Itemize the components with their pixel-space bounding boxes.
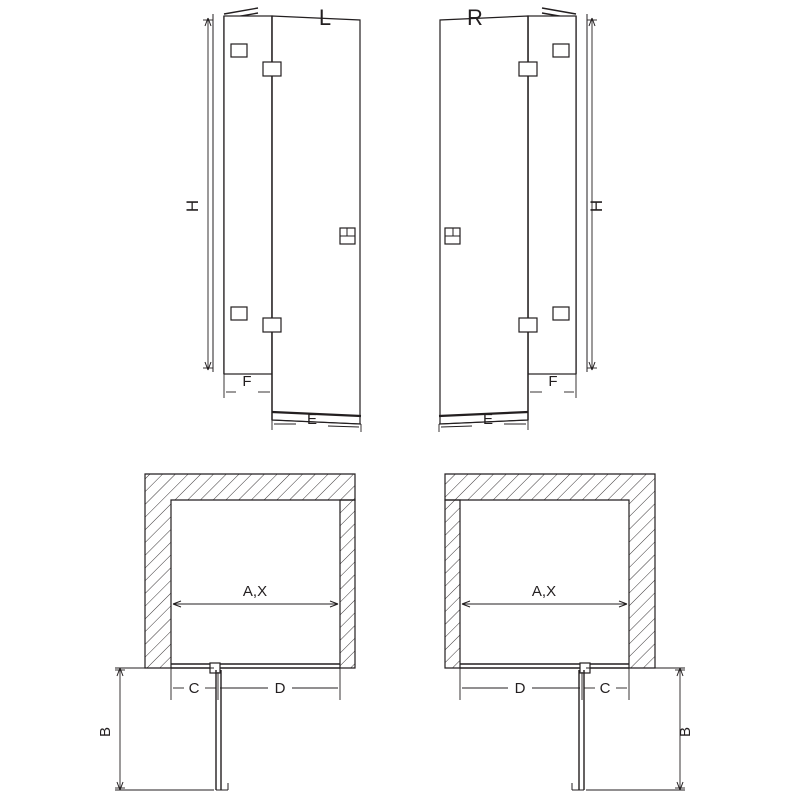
- elevation-left-view: [183, 5, 361, 432]
- right-door-knob: [445, 228, 460, 244]
- plan-right-depth-label: B: [677, 726, 694, 738]
- plan-left-view: [97, 474, 355, 790]
- plan-right-wall-hatch-left: [445, 500, 460, 668]
- plan-right-view: [445, 474, 694, 790]
- left-hinge-top-wall: [231, 44, 247, 57]
- plan-right-d-label: D: [514, 680, 526, 697]
- left-height-label: H: [183, 199, 202, 213]
- plan-left-wall-hatch-right: [340, 500, 355, 668]
- plan-right-c-label: C: [599, 680, 611, 697]
- left-f-label: F: [242, 373, 252, 390]
- elevation-right-view: [439, 5, 606, 432]
- left-top-rail: [224, 8, 258, 14]
- version-label-left: L: [318, 5, 332, 30]
- right-hinge-bottom-door: [519, 318, 537, 332]
- plan-left-overall-dimension: [173, 601, 338, 607]
- left-e-label: E: [306, 411, 318, 428]
- right-top-rail: [542, 8, 576, 14]
- plan-left-c-label: C: [188, 680, 200, 697]
- plan-left-d-label: D: [274, 680, 286, 697]
- plan-left-wall-hatch: [145, 474, 355, 668]
- left-hinge-bottom-wall: [231, 307, 247, 320]
- right-height-label: H: [587, 199, 606, 213]
- right-e-label: E: [482, 411, 494, 428]
- right-door-panel: [440, 16, 528, 424]
- plan-left-depth-label: B: [97, 726, 114, 738]
- left-door-panel: [272, 16, 360, 424]
- plan-right-overall-dimension: [462, 601, 627, 607]
- left-height-dimension: [203, 18, 213, 370]
- right-hinge-bottom-wall: [553, 307, 569, 320]
- right-f-label: F: [548, 373, 558, 390]
- left-door-knob: [340, 228, 355, 244]
- right-hinge-top-door: [519, 62, 537, 76]
- right-height-dimension: [587, 18, 597, 370]
- left-hinge-top-door: [263, 62, 281, 76]
- version-label-right: R: [467, 5, 483, 30]
- left-hinge-bottom-door: [263, 318, 281, 332]
- right-hinge-top-wall: [553, 44, 569, 57]
- plan-left-overall-label: A,X: [242, 583, 268, 600]
- plan-right-overall-label: A,X: [531, 583, 557, 600]
- plan-right-wall-hatch: [445, 474, 655, 668]
